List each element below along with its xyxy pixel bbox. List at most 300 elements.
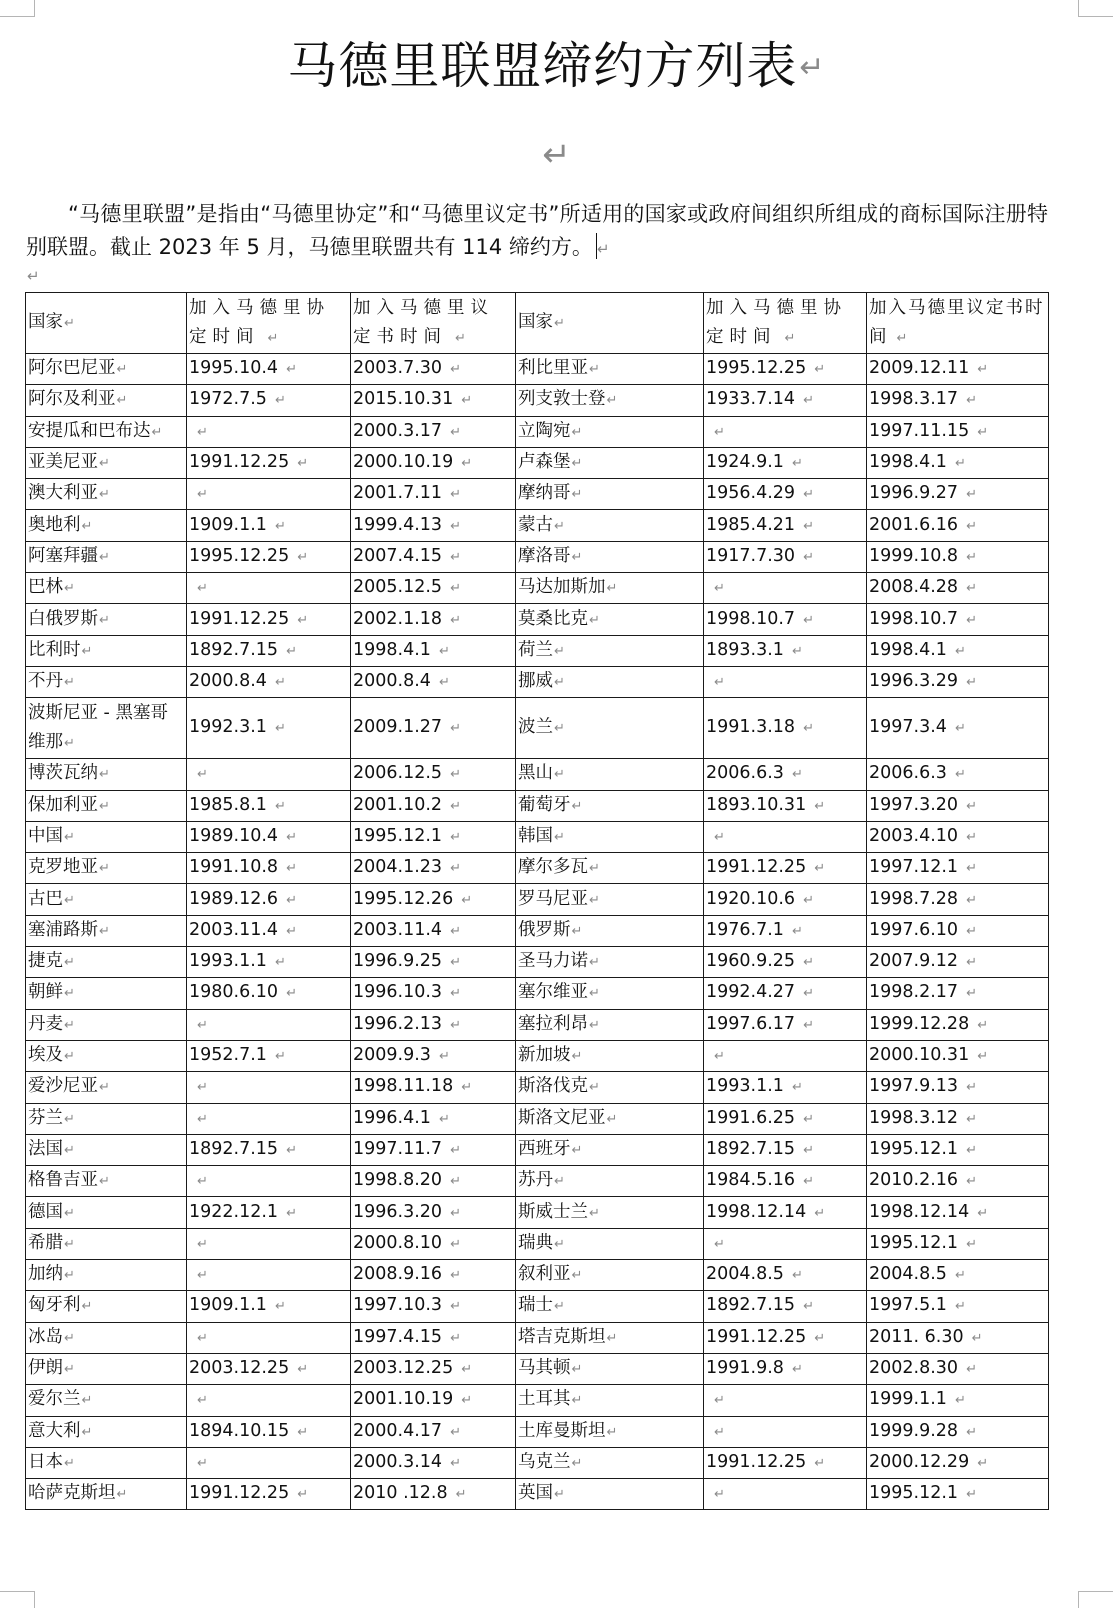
date-cell[interactable] (867, 1385, 1049, 1416)
paragraph-mark-icon: ↵ (589, 1080, 600, 1096)
date-cell[interactable] (867, 759, 1049, 790)
date-cell[interactable] (187, 915, 351, 946)
country-cell[interactable] (26, 1040, 187, 1071)
date-cell[interactable] (351, 1416, 516, 1447)
country-cell[interactable] (26, 1103, 187, 1134)
date-cell[interactable] (704, 759, 867, 790)
date-cell[interactable] (187, 978, 351, 1009)
date-cell[interactable] (867, 978, 1049, 1009)
date-cell[interactable] (351, 759, 516, 790)
date-cell[interactable] (704, 947, 867, 978)
cell-text: 2011. 6.30 (869, 1326, 964, 1347)
date-cell[interactable] (351, 821, 516, 852)
date-cell[interactable] (867, 385, 1049, 416)
empty-paragraph-mark-icon: ↵ (27, 267, 40, 285)
country-cell[interactable] (516, 1197, 704, 1228)
country-cell[interactable] (26, 978, 187, 1009)
country-cell[interactable] (26, 1322, 187, 1353)
date-cell[interactable] (351, 947, 516, 978)
date-cell[interactable] (867, 1103, 1049, 1134)
country-cell[interactable] (26, 1166, 187, 1197)
paragraph-mark-icon: ↵ (197, 767, 208, 783)
cell-text: 国家 (28, 312, 63, 332)
date-cell[interactable] (351, 541, 516, 572)
date-cell[interactable] (187, 604, 351, 635)
country-cell[interactable] (516, 604, 704, 635)
country-cell[interactable] (26, 853, 187, 884)
cell-text: 2010 .12.8 (353, 1483, 448, 1504)
country-cell[interactable] (516, 821, 704, 852)
country-cell[interactable] (516, 416, 704, 447)
paragraph-mark-icon: ↵ (64, 675, 75, 691)
date-cell[interactable] (351, 447, 516, 478)
cell-text: 韩国 (518, 826, 553, 846)
country-cell[interactable] (26, 666, 187, 697)
table-header-row (26, 293, 1049, 354)
date-cell[interactable] (187, 1353, 351, 1384)
country-cell[interactable] (516, 1040, 704, 1071)
date-cell[interactable] (704, 447, 867, 478)
date-cell[interactable] (351, 1228, 516, 1259)
date-cell[interactable] (351, 1353, 516, 1384)
country-cell[interactable] (26, 635, 187, 666)
country-cell[interactable] (26, 385, 187, 416)
country-cell[interactable] (26, 915, 187, 946)
date-cell[interactable] (704, 1260, 867, 1291)
country-cell[interactable] (26, 1416, 187, 1447)
country-cell[interactable] (26, 790, 187, 821)
date-cell[interactable] (704, 541, 867, 572)
cell-text: 1989.10.4 (189, 826, 279, 846)
date-cell[interactable] (351, 416, 516, 447)
country-cell[interactable] (516, 790, 704, 821)
country-cell[interactable] (26, 1009, 187, 1040)
country-cell[interactable] (26, 1291, 187, 1322)
date-cell[interactable] (351, 698, 516, 759)
country-cell[interactable] (516, 853, 704, 884)
country-cell[interactable] (516, 884, 704, 915)
date-cell[interactable] (351, 666, 516, 697)
table-header-cell[interactable] (516, 293, 704, 354)
paragraph-mark-icon: ↵ (803, 955, 814, 971)
country-cell[interactable] (26, 759, 187, 790)
date-cell[interactable] (704, 573, 867, 604)
country-cell[interactable] (516, 1385, 704, 1416)
date-cell[interactable] (867, 604, 1049, 635)
paragraph-mark-icon: ↵ (589, 955, 600, 971)
country-cell[interactable] (516, 1291, 704, 1322)
date-cell[interactable] (867, 1447, 1049, 1478)
date-cell[interactable] (867, 821, 1049, 852)
paragraph-mark-icon: ↵ (450, 798, 461, 814)
cell-text: 1924.9.1 (706, 452, 784, 473)
date-cell[interactable] (867, 1416, 1049, 1447)
date-cell[interactable] (867, 510, 1049, 541)
country-cell[interactable] (26, 510, 187, 541)
country-cell[interactable] (516, 1228, 704, 1259)
date-cell[interactable] (351, 1447, 516, 1478)
paragraph-mark-icon: ↵ (286, 986, 297, 1002)
cell-text: 日本 (28, 1451, 63, 1472)
date-cell[interactable] (351, 1009, 516, 1040)
date-cell[interactable] (867, 1291, 1049, 1322)
table-header-cell[interactable] (26, 293, 187, 354)
country-cell[interactable] (26, 884, 187, 915)
country-cell[interactable] (516, 1447, 704, 1478)
date-cell[interactable] (867, 1479, 1049, 1510)
paragraph-mark-icon: ↵ (803, 612, 814, 628)
cell-text: 2007.9.12 (869, 951, 959, 972)
cell-text: 哈萨克斯坦 (28, 1483, 116, 1504)
date-cell[interactable] (867, 573, 1049, 604)
country-cell[interactable] (26, 1447, 187, 1478)
country-cell[interactable] (516, 1353, 704, 1384)
paragraph-mark-icon: ↵ (197, 1455, 208, 1471)
date-cell[interactable] (704, 1322, 867, 1353)
date-cell[interactable] (187, 447, 351, 478)
cell-text: 1991.6.25 (706, 1107, 796, 1128)
date-cell[interactable] (187, 1416, 351, 1447)
date-cell[interactable] (187, 698, 351, 759)
date-cell[interactable] (704, 698, 867, 759)
date-cell[interactable] (351, 790, 516, 821)
date-cell[interactable] (187, 354, 351, 385)
cell-text: 卢森堡 (518, 452, 571, 473)
date-cell[interactable] (187, 947, 351, 978)
table-row (26, 1447, 1049, 1478)
paragraph-mark-icon: ↵ (966, 1080, 977, 1096)
date-cell[interactable] (867, 354, 1049, 385)
date-cell[interactable] (867, 635, 1049, 666)
date-cell[interactable] (704, 915, 867, 946)
date-cell[interactable] (351, 1385, 516, 1416)
paragraph-mark-icon: ↵ (814, 1205, 826, 1221)
paragraph-mark-icon: ↵ (461, 1393, 473, 1409)
date-cell[interactable] (351, 1197, 516, 1228)
date-cell[interactable] (704, 853, 867, 884)
cell-text: 瑞士 (518, 1295, 553, 1316)
date-cell[interactable] (351, 1072, 516, 1103)
date-cell[interactable] (704, 1009, 867, 1040)
cell-text: 1991.12.25 (706, 1326, 807, 1347)
paragraph-mark-icon: ↵ (554, 316, 565, 331)
date-cell[interactable] (704, 1447, 867, 1478)
date-cell[interactable] (704, 416, 867, 447)
country-cell[interactable] (516, 1166, 704, 1197)
cell-text: 1991.12.25 (189, 608, 290, 629)
country-cell[interactable] (26, 1479, 187, 1510)
date-cell[interactable] (704, 1291, 867, 1322)
cell-text: 2001.10.2 (353, 794, 443, 815)
date-cell[interactable] (187, 1479, 351, 1510)
cell-text: 1997.6.17 (706, 1013, 796, 1034)
date-cell[interactable] (187, 759, 351, 790)
cell-text: 摩纳哥 (518, 483, 571, 504)
country-cell[interactable] (26, 1134, 187, 1165)
date-cell[interactable] (867, 479, 1049, 510)
date-cell[interactable] (867, 915, 1049, 946)
date-cell[interactable] (867, 698, 1049, 759)
date-cell[interactable] (187, 1040, 351, 1071)
table-header-cell[interactable] (704, 293, 867, 354)
country-cell[interactable] (516, 447, 704, 478)
date-cell[interactable] (187, 884, 351, 915)
date-cell[interactable] (704, 354, 867, 385)
cell-text: 立陶宛 (518, 420, 571, 441)
paragraph-mark-icon: ↵ (64, 955, 75, 971)
paragraph-mark-icon: ↵ (966, 393, 977, 409)
date-cell[interactable] (351, 1322, 516, 1353)
date-cell[interactable] (704, 884, 867, 915)
date-cell[interactable] (187, 853, 351, 884)
table-header-cell[interactable] (351, 293, 516, 354)
table-row (26, 385, 1049, 416)
date-cell[interactable] (187, 1291, 351, 1322)
paragraph-mark-icon: ↵ (966, 549, 977, 565)
date-cell[interactable] (704, 1134, 867, 1165)
cell-text: 斯威士兰 (518, 1201, 588, 1222)
date-cell[interactable] (704, 1385, 867, 1416)
date-cell[interactable] (704, 1353, 867, 1384)
date-cell[interactable] (187, 1260, 351, 1291)
table-header-cell[interactable] (187, 293, 351, 354)
paragraph-mark-icon: ↵ (606, 1424, 618, 1440)
table-row (26, 1291, 1049, 1322)
country-cell[interactable] (26, 541, 187, 572)
date-cell[interactable] (867, 666, 1049, 697)
country-cell[interactable] (516, 1260, 704, 1291)
country-cell[interactable] (516, 978, 704, 1009)
date-cell[interactable] (187, 790, 351, 821)
date-cell[interactable] (351, 884, 516, 915)
date-cell[interactable] (351, 573, 516, 604)
cell-text: 2000.8.4 (189, 671, 267, 692)
date-cell[interactable] (704, 635, 867, 666)
date-cell[interactable] (867, 1040, 1049, 1071)
country-cell[interactable] (516, 385, 704, 416)
country-cell[interactable] (26, 1353, 187, 1384)
date-cell[interactable] (351, 385, 516, 416)
country-cell[interactable] (26, 447, 187, 478)
country-cell[interactable] (516, 1072, 704, 1103)
date-cell[interactable] (867, 853, 1049, 884)
date-cell[interactable] (351, 354, 516, 385)
date-cell[interactable] (351, 635, 516, 666)
date-cell[interactable] (867, 416, 1049, 447)
date-cell[interactable] (187, 510, 351, 541)
table-header-cell[interactable] (867, 293, 1049, 354)
document-title-text: 马德里联盟缔约方列表 (287, 37, 798, 95)
paragraph-mark-icon: ↵ (81, 643, 93, 659)
date-cell[interactable] (867, 884, 1049, 915)
date-cell[interactable] (351, 915, 516, 946)
country-cell[interactable] (516, 759, 704, 790)
date-cell[interactable] (704, 385, 867, 416)
date-cell[interactable] (187, 1103, 351, 1134)
date-cell[interactable] (187, 416, 351, 447)
date-cell[interactable] (187, 1134, 351, 1165)
date-cell[interactable] (867, 1322, 1049, 1353)
country-cell[interactable] (516, 479, 704, 510)
paragraph-mark-icon: ↵ (803, 1174, 814, 1190)
date-cell[interactable] (704, 1072, 867, 1103)
date-cell[interactable] (867, 1072, 1049, 1103)
paragraph-mark-icon: ↵ (450, 1142, 461, 1158)
cell-text: 2003.12.25 (189, 1358, 290, 1379)
country-cell[interactable] (516, 1103, 704, 1134)
date-cell[interactable] (187, 1072, 351, 1103)
date-cell[interactable] (704, 1228, 867, 1259)
country-cell[interactable] (26, 479, 187, 510)
date-cell[interactable] (351, 1479, 516, 1510)
paragraph-mark-icon: ↵ (554, 1236, 565, 1252)
date-cell[interactable] (187, 1197, 351, 1228)
paragraph-mark-icon: ↵ (438, 675, 450, 691)
cell-text: 葡萄牙 (518, 794, 571, 815)
cell-text: 2006.6.3 (869, 763, 947, 784)
country-cell[interactable] (516, 1479, 704, 1510)
cell-text: 1995.12.25 (189, 545, 290, 566)
country-cell[interactable] (26, 416, 187, 447)
date-cell[interactable] (867, 1228, 1049, 1259)
date-cell[interactable] (704, 666, 867, 697)
date-cell[interactable] (704, 978, 867, 1009)
date-cell[interactable] (867, 541, 1049, 572)
paragraph-mark-icon: ↵ (966, 955, 977, 971)
date-cell[interactable] (867, 1353, 1049, 1384)
cell-text: 不丹 (28, 671, 63, 692)
date-cell[interactable] (351, 1166, 516, 1197)
country-cell[interactable] (26, 821, 187, 852)
date-cell[interactable] (187, 1228, 351, 1259)
date-cell[interactable] (351, 1134, 516, 1165)
cell-text: 1998.3.17 (869, 389, 959, 410)
date-cell[interactable] (351, 978, 516, 1009)
country-cell[interactable] (516, 510, 704, 541)
paragraph-mark-icon: ↵ (461, 1080, 473, 1096)
date-cell[interactable] (351, 1260, 516, 1291)
date-cell[interactable] (187, 1447, 351, 1478)
date-cell[interactable] (187, 541, 351, 572)
date-cell[interactable] (704, 821, 867, 852)
country-cell[interactable] (516, 541, 704, 572)
paragraph-mark-icon: ↵ (64, 830, 75, 845)
date-cell[interactable] (867, 1260, 1049, 1291)
country-cell[interactable] (26, 1385, 187, 1416)
country-cell[interactable] (26, 354, 187, 385)
paragraph-mark-icon: ↵ (791, 643, 803, 659)
date-cell[interactable] (704, 1040, 867, 1071)
date-cell[interactable] (351, 604, 516, 635)
paragraph-mark-icon: ↵ (81, 1424, 93, 1440)
date-cell[interactable] (351, 853, 516, 884)
date-cell[interactable] (704, 479, 867, 510)
country-cell[interactable] (26, 604, 187, 635)
country-cell[interactable] (516, 666, 704, 697)
date-cell[interactable] (187, 573, 351, 604)
date-cell[interactable] (351, 1291, 516, 1322)
paragraph-mark-icon: ↵ (64, 1111, 75, 1127)
table-row (26, 947, 1049, 978)
paragraph-mark-icon: ↵ (966, 581, 977, 597)
date-cell[interactable] (351, 1040, 516, 1071)
cell-text: 1933.7.14 (706, 389, 796, 410)
date-cell[interactable] (704, 1416, 867, 1447)
country-cell[interactable] (26, 1072, 187, 1103)
date-cell[interactable] (187, 1322, 351, 1353)
cell-text: 1995.12.1 (353, 826, 443, 846)
date-cell[interactable] (867, 447, 1049, 478)
date-cell[interactable] (704, 1166, 867, 1197)
date-cell[interactable] (351, 510, 516, 541)
country-cell[interactable] (516, 1416, 704, 1447)
cell-text: 丹麦 (28, 1013, 63, 1034)
country-cell[interactable] (26, 947, 187, 978)
date-cell[interactable] (867, 947, 1049, 978)
paragraph-mark-icon: ↵ (450, 1299, 461, 1315)
country-cell[interactable] (516, 698, 704, 759)
cell-text: 土耳其 (518, 1389, 571, 1410)
intro-paragraph[interactable] (26, 198, 1048, 266)
country-cell[interactable] (516, 354, 704, 385)
table-row (26, 915, 1049, 946)
date-cell[interactable] (187, 479, 351, 510)
paragraph-mark-icon: ↵ (966, 1424, 977, 1440)
date-cell[interactable] (187, 1166, 351, 1197)
date-cell[interactable] (867, 1134, 1049, 1165)
paragraph-mark-icon: ↵ (99, 1174, 110, 1190)
date-cell[interactable] (704, 510, 867, 541)
date-cell[interactable] (187, 385, 351, 416)
date-cell[interactable] (351, 1103, 516, 1134)
date-cell[interactable] (704, 1103, 867, 1134)
date-cell[interactable] (867, 1166, 1049, 1197)
country-cell[interactable] (26, 698, 187, 759)
date-cell[interactable] (187, 1009, 351, 1040)
table-row (26, 573, 1049, 604)
cell-text: 2000.12.29 (869, 1451, 970, 1472)
date-cell[interactable] (187, 666, 351, 697)
country-cell[interactable] (516, 635, 704, 666)
date-cell[interactable] (704, 1479, 867, 1510)
date-cell[interactable] (187, 635, 351, 666)
paragraph-mark-icon: ↵ (461, 892, 473, 908)
date-cell[interactable] (867, 1197, 1049, 1228)
date-cell[interactable] (704, 790, 867, 821)
date-cell[interactable] (867, 790, 1049, 821)
country-cell[interactable] (516, 947, 704, 978)
country-cell[interactable] (516, 573, 704, 604)
cell-text: 2004.8.5 (706, 1264, 784, 1285)
country-cell[interactable] (26, 1228, 187, 1259)
country-cell[interactable] (516, 915, 704, 946)
date-cell[interactable] (867, 1009, 1049, 1040)
country-cell[interactable] (516, 1009, 704, 1040)
date-cell[interactable] (704, 604, 867, 635)
country-cell[interactable] (26, 573, 187, 604)
date-cell[interactable] (351, 479, 516, 510)
cell-text: 1985.8.1 (189, 794, 267, 815)
country-cell[interactable] (516, 1322, 704, 1353)
country-cell[interactable] (26, 1197, 187, 1228)
date-cell[interactable] (187, 821, 351, 852)
country-cell[interactable] (516, 1134, 704, 1165)
date-cell[interactable] (704, 1197, 867, 1228)
paragraph-mark-icon: ↵ (814, 1330, 826, 1346)
date-cell[interactable] (187, 1385, 351, 1416)
country-cell[interactable] (26, 1260, 187, 1291)
paragraph-mark-icon: ↵ (116, 393, 128, 409)
